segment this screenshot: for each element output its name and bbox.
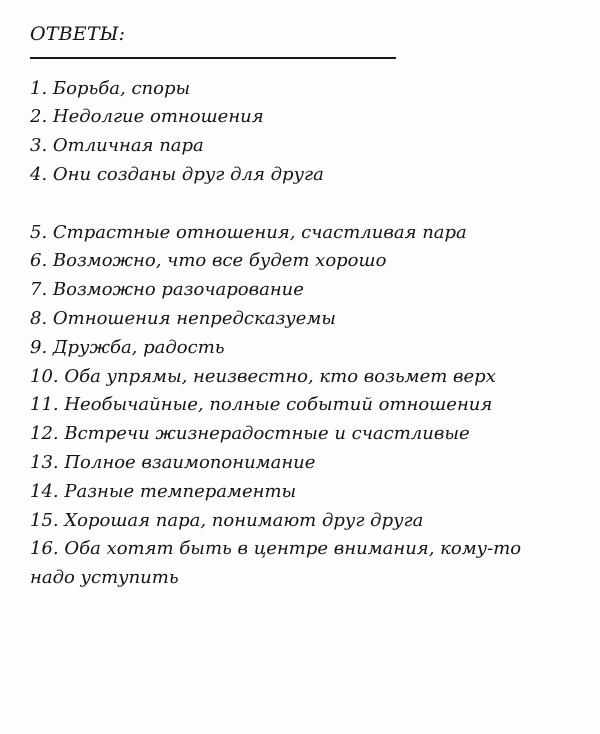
group-spacer [30, 190, 580, 219]
answer-item-9: 9. Дружба, радость [30, 336, 225, 358]
answer-item-4: 4. Они созданы друг для друга [30, 163, 324, 185]
answer-item-8: 8. Отношения непредсказуемы [30, 307, 336, 329]
answers-list [30, 75, 580, 593]
answer-item-6: 6. Возможно, что все будет хорошо [30, 250, 387, 272]
answer-item-2: 2. Недолгие отношения [30, 106, 264, 128]
heading-divider [30, 57, 396, 59]
answer-item-7: 7. Возможно разочарование [30, 279, 304, 301]
answer-item-12: 12. Встречи жизнерадостные и счастливые [30, 423, 470, 445]
answer-item-14: 14. Разные темпераменты [30, 480, 297, 502]
answer-item-13: 13. Полное взаимопонимание [30, 451, 316, 473]
answer-item-5: 5. Страстные отношения, счастливая пара [30, 221, 467, 243]
answers-heading: ОТВЕТЫ: [30, 23, 126, 45]
answer-item-10: 10. Оба упрямы, неизвестно, кто возьмет верх [30, 365, 496, 387]
answer-item-3: 3. Отличная пара [30, 135, 204, 157]
answer-item-11: 11. Необычайные, полные событий отношения [30, 394, 493, 416]
answer-item-1: 1. Борьба, споры [30, 77, 191, 99]
answer-item-16: 16. Оба хотят быть в центре внимания, кому-то надо уступить [30, 538, 522, 589]
answer-item-15: 15. Хорошая пара, понимают друг друга [30, 509, 424, 531]
